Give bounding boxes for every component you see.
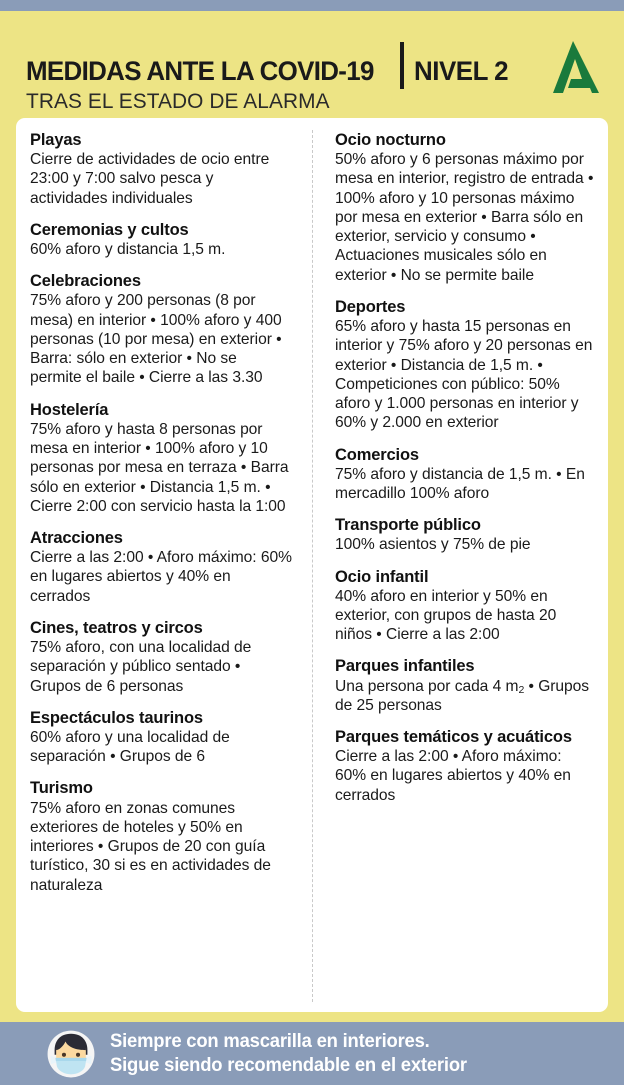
face-with-medical-mask-icon [46, 1029, 96, 1079]
measure-title: Ocio infantil [335, 567, 429, 586]
left-column [30, 130, 312, 1002]
measure-title: Playas [30, 131, 82, 149]
page-subtitle: TRAS EL ESTADO DE ALARMA [26, 89, 330, 113]
footer-text-block [110, 1030, 467, 1076]
measures-card [16, 118, 608, 1012]
header-text-block [26, 33, 512, 114]
measure-title: Ocio nocturno [335, 131, 446, 149]
measure-title: Hostelería [30, 400, 109, 419]
title-row [26, 33, 512, 87]
measure-entry [30, 708, 292, 767]
square-meters-exponent: 2 [518, 683, 525, 696]
measure-entry [30, 618, 292, 696]
measure-body: 60% aforo y distancia 1,5 m. [30, 241, 226, 258]
measure-body: 40% aforo en interior y 50% en exterior, con grupos de hasta 20 niños • Cierre a las 2:00 [335, 587, 557, 644]
measure-title: Comercios [335, 445, 419, 464]
measure-entry [30, 220, 292, 259]
measure-entry [30, 271, 292, 387]
measure-body: Cierre de actividades de ocio entre 23:00 y 7:00 salvo pesca y actividades individuales [30, 151, 270, 207]
right-column [312, 130, 594, 1002]
measure-body: 60% aforo y una localidad de separación • Grupos de 6 [30, 728, 230, 766]
measure-body-post: • Grupos de 25 personas [335, 677, 590, 714]
measure-title: Parques infantiles [335, 657, 475, 676]
measure-entry [30, 778, 292, 894]
measure-body: 75% aforo y distancia de 1,5 m. • En mercadillo 100% aforo [335, 465, 585, 502]
alert-level-label: NIVEL 2 [414, 56, 509, 86]
measure-entry [30, 400, 292, 516]
measure-entry [335, 656, 594, 715]
title-separator-bar [400, 42, 404, 89]
header [0, 11, 624, 118]
measure-title: Celebraciones [30, 272, 141, 291]
measure-entry [335, 297, 594, 433]
measure-title: Deportes [335, 297, 406, 316]
footer-line-2: Sigue siendo recomendable en el exterior [110, 1054, 467, 1076]
junta-de-andalucia-logo-icon [546, 37, 602, 99]
footer-line-1: Siempre con mascarilla en interiores. [110, 1031, 430, 1053]
measure-title: Ceremonias y cultos [30, 220, 189, 239]
measure-entry [335, 130, 594, 285]
measure-title: Espectáculos taurinos [30, 708, 203, 727]
measure-body: 75% aforo y hasta 8 personas por mesa en interior • 100% aforo y 10 personas por mesa en terraza • Barra sólo en exterior • Distancia 1,5 m. • Cierre 2:00 con servicio hasta la 1:00 [30, 420, 289, 515]
page-title: MEDIDAS ANTE LA COVID-19 [26, 56, 374, 86]
measure-body: 75% aforo en zonas comunes exteriores de hoteles y 50% en interiores • Grupos de 20 con guía turístico, 30 si es en actividades de naturaleza [30, 799, 271, 894]
measure-entry [30, 130, 292, 208]
measure-title: Cines, teatros y circos [30, 618, 203, 637]
measure-body [335, 677, 594, 716]
measure-body: Cierre a las 2:00 • Aforo máximo: 60% en lugares abiertos y 40% en cerrados [335, 748, 571, 804]
measure-entry [335, 567, 594, 645]
measure-body: 100% asientos y 75% de pie [335, 536, 531, 554]
measure-title: Turismo [30, 779, 93, 798]
measure-body: Cierre a las 2:00 • Aforo máximo: 60% en lugares abiertos y 40% en cerrados [30, 549, 292, 605]
measure-title: Atracciones [30, 529, 123, 547]
measure-body: 75% aforo y 200 personas (8 por mesa) en interior • 100% aforo y 400 personas (10 por mesa) en exterior • Barra: sólo en exterior • No se permite el baile • Cierre a las 3.30 [30, 292, 282, 387]
measure-body: 50% aforo y 6 personas máximo por mesa en interior, registro de entrada • 100% aforo y 10 personas máximo por mesa en exterior • Barra sólo en exterior, servicio y consumo • Actuaciones musicales sólo en exterior • No se permite baile [335, 151, 594, 284]
measure-title: Transporte público [335, 516, 481, 535]
measure-entry [335, 515, 594, 554]
measure-body: 75% aforo, con una localidad de separación y público sentado • Grupos de 6 personas [30, 639, 252, 695]
measure-body: 65% aforo y hasta 15 personas en interior y 75% aforo y 20 personas en exterior • Distancia de 1,5 m. • Competiciones con público: 50% aforo y 1.000 personas en interior y 60% y 2.000 en exterior [335, 318, 593, 432]
measure-entry [335, 727, 594, 805]
measure-entry [30, 528, 292, 606]
top-color-strip [0, 0, 624, 11]
measure-body-pre: Una persona por cada 4 m [335, 677, 519, 695]
footer-banner [0, 1022, 624, 1085]
measure-entry [335, 445, 594, 504]
measure-title: Parques temáticos y acuáticos [335, 728, 572, 746]
